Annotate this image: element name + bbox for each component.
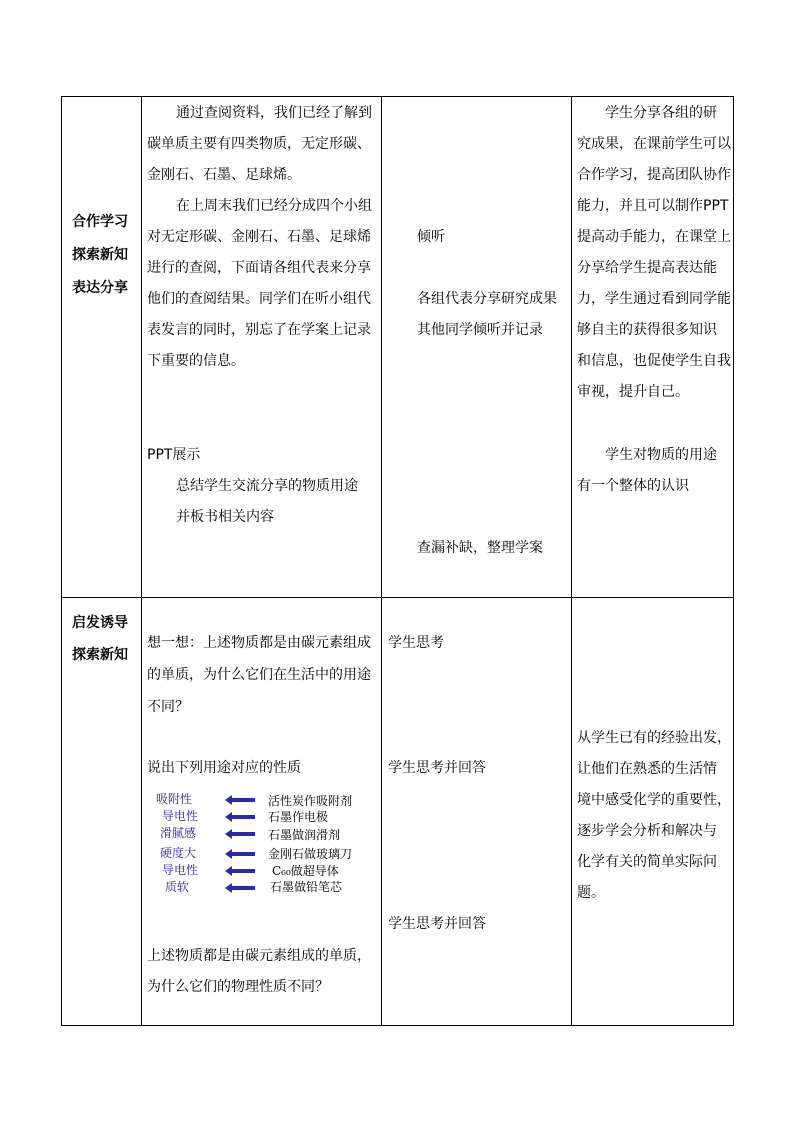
- left-arrow-icon: [225, 849, 255, 859]
- left-arrow-icon: [225, 829, 255, 839]
- teacher-text-line: 下重要的信息。: [147, 353, 245, 369]
- stage-label: 探索新知: [72, 647, 128, 663]
- intent-text-line: 合作学习，提高团队协作: [577, 167, 731, 183]
- column-divider: [571, 97, 572, 1025]
- student-activity: 查漏补缺，整理学案: [417, 540, 543, 556]
- stage-label: 合作学习: [72, 214, 128, 230]
- left-arrow-icon: [225, 812, 255, 822]
- intent-text-line: 够自主的获得很多知识: [577, 322, 717, 338]
- intent-text-line: 提高动手能力，在课堂上: [577, 229, 731, 245]
- use-label: C₆₀做超导体: [272, 864, 339, 878]
- teacher-text-line: 进行的查阅，下面请各组代表来分享: [147, 260, 371, 276]
- intent-text-line: 学生对物质的用途: [605, 447, 717, 463]
- intent-text-line: 究成果，在课前学生可以: [577, 136, 731, 152]
- teacher-text-line: 并板书相关内容: [176, 509, 274, 525]
- stage-label: 启发诱导: [72, 615, 128, 631]
- intent-text-line: 题。: [577, 885, 605, 901]
- intent-text-line: 审视，提升自己。: [577, 384, 689, 400]
- teacher-text-line: 他们的查阅结果。同学们在听小组代: [147, 291, 371, 307]
- left-arrow-icon: [225, 795, 255, 805]
- property-label: 导电性: [162, 863, 199, 877]
- teacher-text-line: 想一想：上述物质都是由碳元素组成: [147, 635, 371, 651]
- intent-text-line: 分享给学生提高表达能: [577, 260, 717, 276]
- property-label: 吸附性: [156, 792, 193, 806]
- teacher-text-line: 对无定形碳、金刚石、石墨、足球烯: [147, 229, 371, 245]
- use-label: 石墨做润滑剂: [268, 828, 341, 842]
- student-activity: 学生思考并回答: [388, 916, 486, 932]
- teacher-text-line: 金刚石、石墨、足球烯。: [147, 167, 301, 183]
- teacher-text-line: 上述物质都是由碳元素组成的单质，: [147, 948, 371, 964]
- lesson-plan-table: [61, 96, 734, 1026]
- use-label: 石墨做铅笔芯: [270, 880, 343, 894]
- intent-text-line: 能力，并且可以制作PPT: [577, 198, 729, 214]
- student-activity: 各组代表分享研究成果: [417, 291, 557, 307]
- intent-text-line: 和信息，也促使学生自我: [577, 353, 731, 369]
- stage-label: 探索新知: [72, 247, 128, 263]
- stage-label: 表达分享: [72, 280, 128, 296]
- teacher-text-line: 碳单质主要有四类物质，无定形碳、: [147, 136, 371, 152]
- teacher-text-line: 在上周末我们已经分成四个小组: [176, 198, 372, 214]
- intent-text-line: 有一个整体的认识: [577, 478, 689, 494]
- column-divider: [141, 97, 142, 1025]
- teacher-text-line: 通过查阅资料，我们已经了解到: [176, 105, 372, 121]
- teacher-prompt: 说出下列用途对应的性质: [147, 760, 301, 776]
- left-arrow-icon: [225, 883, 255, 893]
- intent-text-line: 学生分享各组的研: [605, 105, 717, 121]
- teacher-text-line: 为什么它们的物理性质不同？: [147, 979, 329, 995]
- use-label: 金刚石做玻璃刀: [268, 847, 353, 861]
- student-activity: 其他同学倾听并记录: [417, 322, 543, 338]
- column-divider: [381, 97, 382, 1025]
- property-label: 滑腻感: [160, 826, 197, 840]
- student-activity: 学生思考并回答: [388, 760, 486, 776]
- intent-text-line: 力，学生通过看到同学能: [577, 291, 731, 307]
- intent-text-line: 逐步学会分析和解决与: [577, 823, 717, 839]
- teacher-text-line: 的单质，为什么它们在生活中的用途: [147, 667, 371, 683]
- student-activity: 倾听: [417, 229, 445, 245]
- teacher-text-line: 表发言的同时，别忘了在学案上记录: [147, 322, 371, 338]
- use-label: 石墨作电极: [268, 810, 329, 824]
- property-label: 导电性: [162, 809, 199, 823]
- teacher-text-line: 总结学生交流分享的物质用途: [176, 478, 358, 494]
- teacher-text-line: 不同？: [147, 699, 189, 715]
- property-label: 硬度大: [160, 846, 197, 860]
- left-arrow-icon: [225, 866, 255, 876]
- intent-text-line: 境中感受化学的重要性，: [577, 792, 731, 808]
- intent-text-line: 化学有关的简单实际问: [577, 854, 717, 870]
- intent-text-line: 让他们在熟悉的生活情: [577, 761, 717, 777]
- property-label: 质软: [165, 880, 190, 894]
- ppt-label: PPT展示: [147, 447, 201, 463]
- intent-text-line: 从学生已有的经验出发，: [577, 730, 731, 746]
- row-divider: [62, 597, 733, 598]
- use-label: 活性炭作吸附剂: [268, 794, 353, 808]
- student-activity: 学生思考: [388, 635, 444, 651]
